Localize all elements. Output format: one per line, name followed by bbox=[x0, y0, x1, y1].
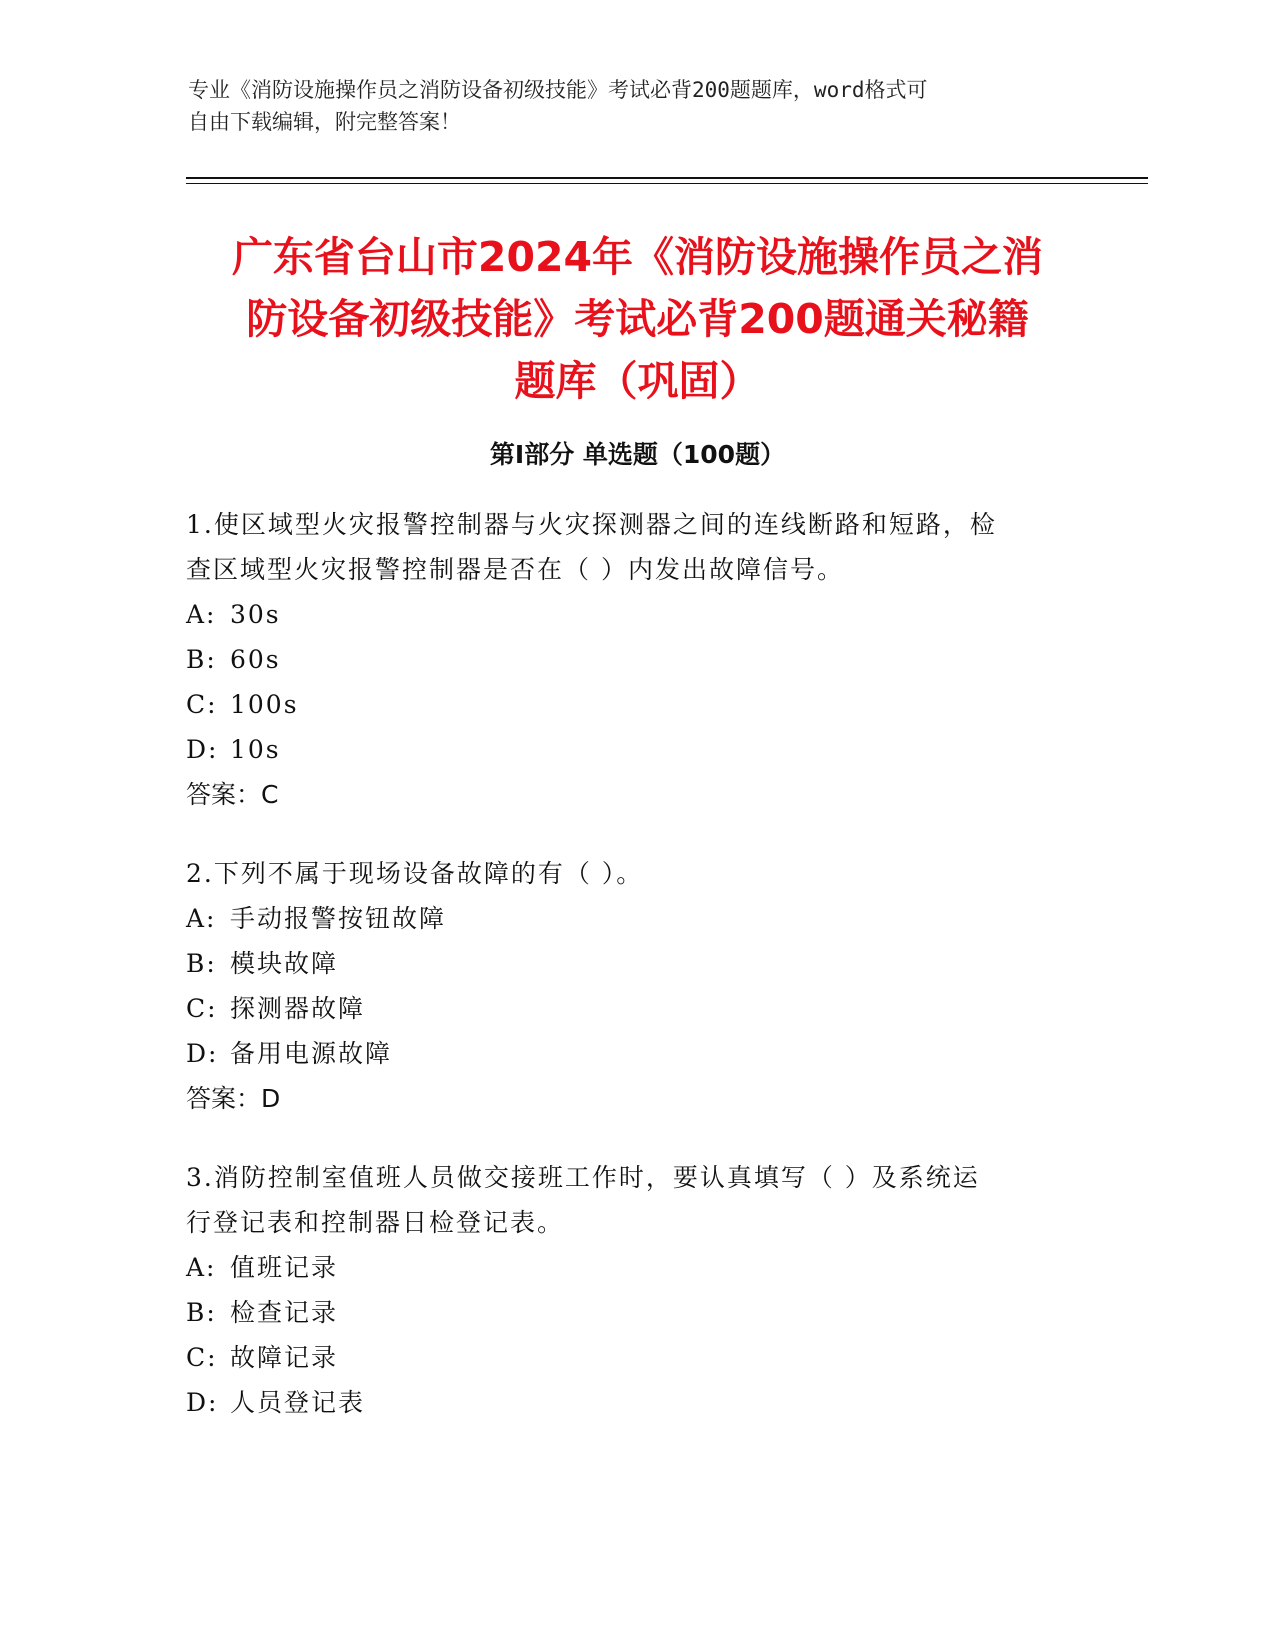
question-3-text-line-1: 3.消防控制室值班人员做交接班工作时，要认真填写（ ）及系统运 bbox=[186, 1163, 980, 1192]
question-3-option-b bbox=[186, 1290, 1066, 1335]
question-3-option-c bbox=[186, 1335, 1066, 1380]
question-2-option-c bbox=[186, 986, 1066, 1031]
option-text: 探测器故障 bbox=[230, 994, 366, 1023]
header-note-line-1: 专业《消防设施操作员之消防设备初级技能》考试必背200题题库，word格式可 bbox=[188, 78, 928, 102]
option-text: 检查记录 bbox=[230, 1298, 339, 1327]
question-1-option-d bbox=[186, 727, 1066, 772]
section-heading: 第I部分 单选题（100题） bbox=[489, 440, 786, 469]
question-1-text-line-1: 1.使区域型火灾报警控制器与火灾探测器之间的连线断路和短路，检 bbox=[186, 510, 997, 539]
question-1-option-b bbox=[186, 637, 1066, 682]
document-title-line-2: 防设备初级技能》考试必背200题通关秘籍 bbox=[246, 295, 1029, 343]
option-text: 备用电源故障 bbox=[230, 1039, 393, 1068]
option-key: B: bbox=[186, 1298, 217, 1327]
option-text: 100s bbox=[230, 690, 299, 719]
question-3-option-d bbox=[186, 1380, 1066, 1425]
question-3 bbox=[186, 1155, 1066, 1425]
option-key: A: bbox=[186, 904, 217, 933]
option-key: B: bbox=[186, 949, 217, 978]
option-text: 值班记录 bbox=[230, 1253, 339, 1282]
question-2-option-a bbox=[186, 896, 1066, 941]
question-2-answer: 答案：D bbox=[186, 1084, 281, 1113]
document-title-line-3: 题库（巩固） bbox=[514, 357, 761, 405]
option-text: 30s bbox=[230, 600, 281, 629]
document-title-line-1: 广东省台山市2024年《消防设施操作员之消 bbox=[231, 233, 1044, 281]
option-text: 手动报警按钮故障 bbox=[230, 904, 447, 933]
option-text: 10s bbox=[230, 735, 281, 764]
question-3-text-line-2: 行登记表和控制器日检登记表。 bbox=[186, 1208, 565, 1237]
question-1-answer: 答案：C bbox=[186, 780, 279, 809]
header-divider-thick bbox=[186, 177, 1148, 179]
question-1-text-line-2: 查区域型火灾报警控制器是否在（ ）内发出故障信号。 bbox=[186, 555, 844, 584]
option-key: D: bbox=[186, 735, 219, 764]
option-key: C: bbox=[186, 994, 218, 1023]
question-1-option-a bbox=[186, 592, 1066, 637]
question-3-option-a bbox=[186, 1245, 1066, 1290]
header-divider-thin bbox=[186, 183, 1148, 184]
option-text: 模块故障 bbox=[230, 949, 339, 978]
header-note-line-2: 自由下载编辑，附完整答案！ bbox=[188, 110, 461, 134]
option-text: 60s bbox=[230, 645, 281, 674]
option-key: D: bbox=[186, 1039, 219, 1068]
option-text: 人员登记表 bbox=[230, 1388, 366, 1417]
question-2-text-line-1: 2.下列不属于现场设备故障的有（ ）。 bbox=[186, 859, 644, 888]
question-1-option-c bbox=[186, 682, 1066, 727]
option-key: C: bbox=[186, 1343, 218, 1372]
option-key: B: bbox=[186, 645, 217, 674]
question-1 bbox=[186, 502, 1066, 817]
option-key: A: bbox=[186, 1253, 217, 1282]
question-2 bbox=[186, 851, 1066, 1121]
option-key: A: bbox=[186, 600, 217, 629]
header-note bbox=[188, 74, 1068, 138]
option-key: D: bbox=[186, 1388, 219, 1417]
option-key: C: bbox=[186, 690, 218, 719]
option-text: 故障记录 bbox=[230, 1343, 339, 1372]
question-2-option-b bbox=[186, 941, 1066, 986]
document-title bbox=[150, 226, 1125, 412]
question-2-option-d bbox=[186, 1031, 1066, 1076]
